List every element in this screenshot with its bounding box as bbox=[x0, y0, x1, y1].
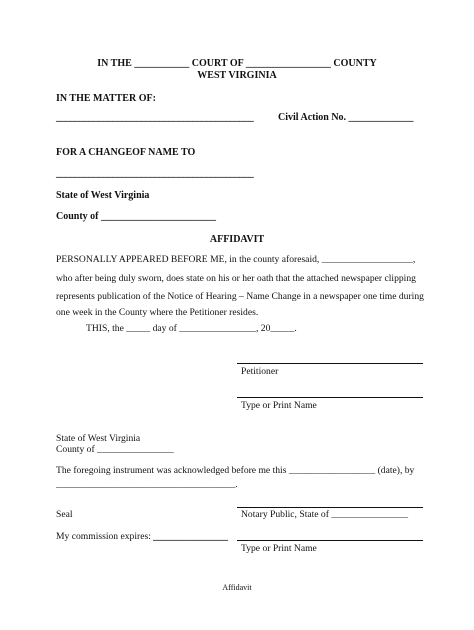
petitioner-signature-line[interactable] bbox=[237, 363, 423, 364]
new-name-field[interactable]: __________________________________________ bbox=[56, 168, 254, 179]
ack-text: The foregoing instrument was acknowledged before me this __________________ (date), by bbox=[56, 465, 415, 476]
petitioner-print-name-line[interactable] bbox=[237, 397, 423, 398]
petitioner-print-name-label: Type or Print Name bbox=[241, 400, 317, 411]
court-header-line: IN THE ___________ COURT OF _________________ COUNTY bbox=[97, 58, 377, 69]
notary-public-field[interactable]: Notary Public, State of ________________ bbox=[241, 509, 409, 520]
affidavit-body-line-1: PERSONALLY APPEARED BEFORE ME, in the county aforesaid, ___________________, bbox=[56, 254, 416, 265]
notary-print-name-line[interactable] bbox=[237, 540, 423, 541]
affidavit-title: AFFIDAVIT bbox=[209, 234, 265, 245]
commission-expires-field[interactable]: _______________ bbox=[153, 531, 228, 542]
venue-state: State of West Virginia bbox=[56, 190, 150, 201]
change-of-name-heading: FOR A CHANGEOF NAME TO bbox=[56, 147, 196, 158]
affidavit-body-line-2: who after being duly sworn, does state on his or her oath that the attached newspaper clipping bbox=[56, 273, 416, 284]
matter-name-field[interactable]: __________________________________________ bbox=[56, 112, 254, 123]
affidavit-body-line-3: represents publication of the Notice of Hearing – Name Change in a newspaper one time during bbox=[56, 291, 424, 302]
notary-signature-line[interactable] bbox=[237, 507, 423, 508]
page-footer: Affidavit bbox=[222, 583, 252, 592]
venue-county-field[interactable]: County of _______________________ bbox=[56, 211, 217, 222]
matter-heading: IN THE MATTER OF: bbox=[56, 93, 156, 104]
notary-print-name-label: Type or Print Name bbox=[241, 543, 317, 554]
petitioner-label: Petitioner bbox=[241, 366, 279, 377]
ack-state: State of West Virginia bbox=[56, 433, 141, 444]
commission-expires-label: My commission expires: bbox=[56, 531, 151, 542]
affidavit-date-line[interactable]: THIS, the _____ day of ________________, 20_____. bbox=[86, 323, 297, 334]
court-header-state: WEST VIRGINIA bbox=[197, 70, 277, 81]
seal-label: Seal bbox=[56, 509, 73, 520]
ack-by-field[interactable]: _______________________________________. bbox=[56, 479, 238, 490]
affidavit-body-line-4: one week in the County where the Petitioner resides. bbox=[56, 307, 259, 318]
ack-county-field[interactable]: County of ________________ bbox=[56, 444, 174, 455]
civil-action-field[interactable]: Civil Action No. _____________ bbox=[278, 112, 414, 123]
